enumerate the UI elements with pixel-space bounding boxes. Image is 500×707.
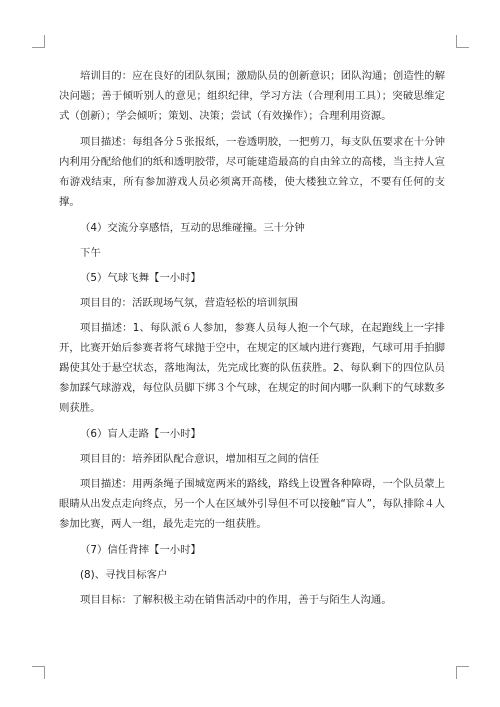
paragraph-section-8-goal: 项目目标：了解积极主动在销售活动中的作用，善于与陌生人沟通。 bbox=[80, 594, 392, 606]
paragraph-section-8-title: (8)、寻找目标客户 bbox=[80, 569, 168, 581]
paragraph-training-purpose: 培训目的：应在良好的团队氛围；激励队员的创新意识；团队沟通；创造性的解决问题；善于倾听别人的意见；组织纪律，学习方法（合理利用工具）；突破思维定式（创新）；学会倾听；策划、决策；尝试（有效操作）；合理利用资源。 bbox=[59, 70, 445, 122]
paragraph-project-description-tower: 项目描述：每组各分５张报纸，一卷透明胶，一把剪刀，每支队伍要求在十分钟内利用分配给他们的纸和透明胶带，尽可能建造最高的自由耸立的高楼，当主持人宣布游戏结束，所有参加游戏人员必须离开高楼，使大楼独立耸立，不要有任何的支撑。 bbox=[59, 136, 445, 208]
paragraph-section-6-title: （6）盲人走路【一小时】 bbox=[80, 428, 201, 440]
paragraph-section-5-description: 项目描述：1、每队派６人参加，参赛人员每人抱一个气球，在起跑线上一字排开，比赛开始后参赛者将气球抛于空中，在规定的区域内进行赛跑，气球可用手拍脚踢使其处于悬空状态，落地淘汰，先完成比赛的队伍获胜。2、每队剩下的四位队员参加踩气球游戏，每位队员脚下绑３个气球，在规定的时间内哪一队剩下的气球数多则获胜。 bbox=[59, 322, 445, 414]
paragraph-section-4: （4）交流分享感悟，互动的思维碰撞。三十分钟 bbox=[80, 222, 305, 234]
paragraph-afternoon: 下午 bbox=[80, 247, 101, 259]
crop-mark-bottom-right bbox=[456, 666, 469, 679]
crop-mark-top-left bbox=[32, 35, 45, 48]
crop-mark-top-right bbox=[456, 35, 469, 48]
paragraph-section-6-description: 项目描述：用两条绳子围城宽两米的路线，路线上设置各种障碍，一个队员蒙上眼睛从出发点走向终点，另一个人在区域外引导但不可以接触“盲人”，每队排除４人参加比赛，两人一组，最先走完的一组获胜。 bbox=[59, 478, 445, 530]
paragraph-section-6-purpose: 项目目的：培养团队配合意识，增加相互之间的信任 bbox=[80, 453, 319, 465]
document-body bbox=[59, 66, 445, 615]
paragraph-section-5-title: （5）气球飞舞【一小时】 bbox=[80, 272, 201, 284]
paragraph-section-7-title: （7）信任背摔【一小时】 bbox=[80, 544, 201, 556]
crop-mark-bottom-left bbox=[32, 666, 45, 679]
paragraph-section-5-purpose: 项目目的：活跃现场气氛，营造轻松的培训氛围 bbox=[80, 297, 299, 309]
